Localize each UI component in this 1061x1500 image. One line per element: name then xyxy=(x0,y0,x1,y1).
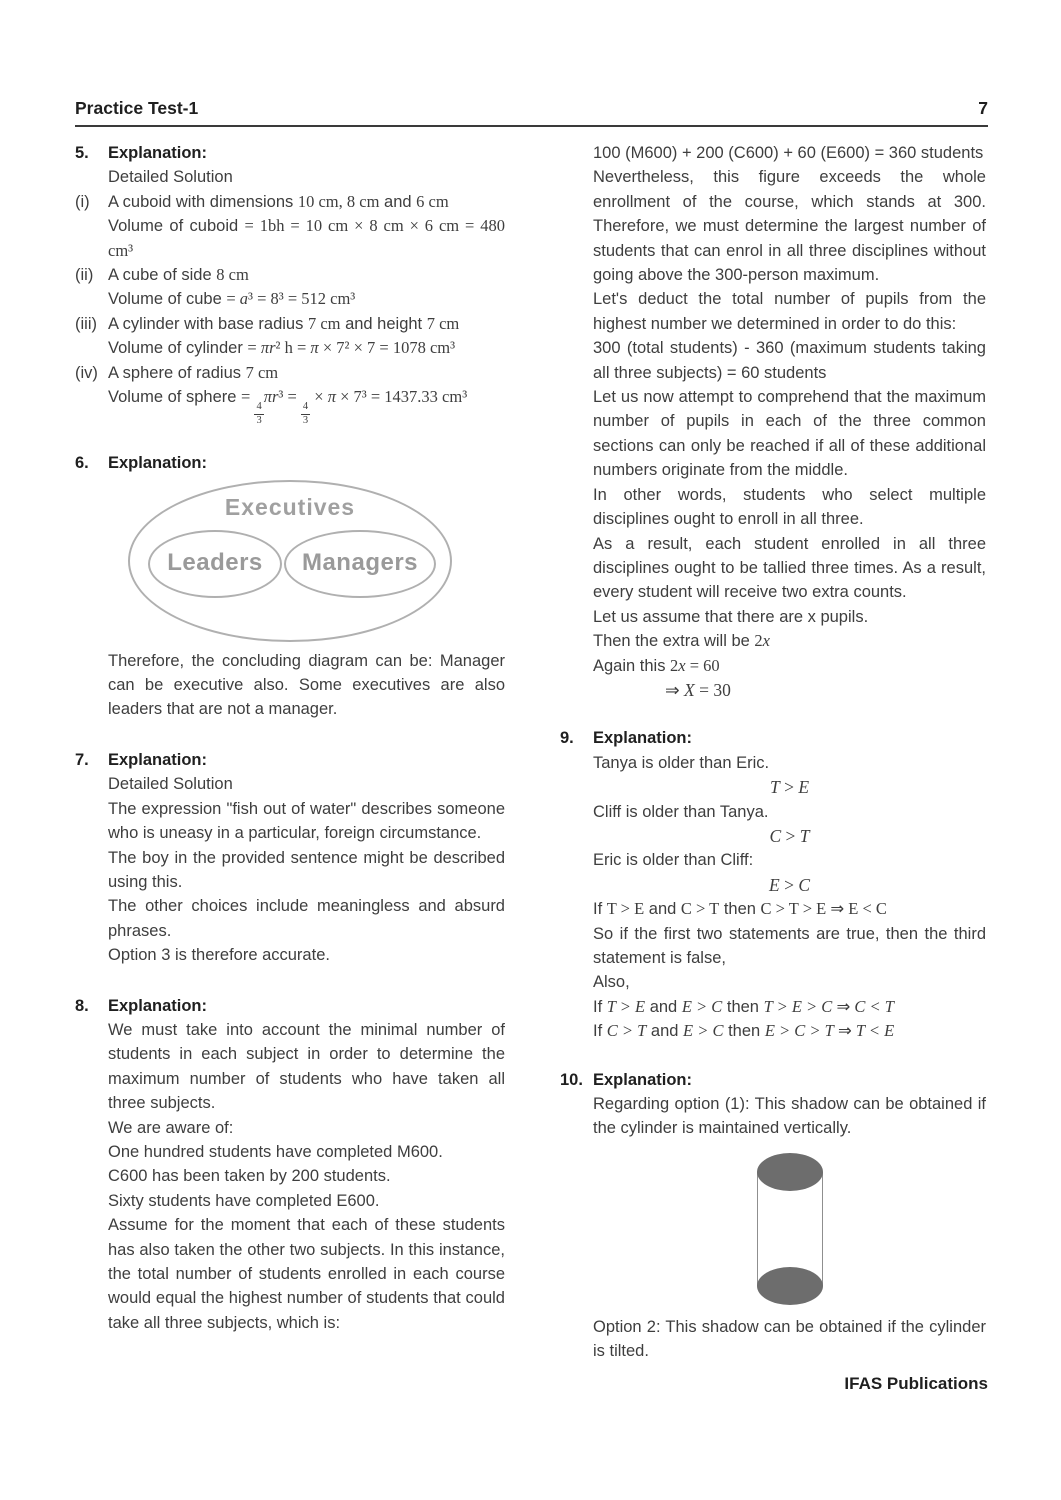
part-label: (iii) xyxy=(75,314,97,333)
math-line: E > C xyxy=(768,874,810,895)
solution-line: 100 (M600) + 200 (C600) + 60 (E600) = 360 students xyxy=(593,144,984,162)
cylinder-figure xyxy=(757,1153,823,1305)
formula-line: Volume of cube = a³ = 8³ = 512 cm³ xyxy=(108,289,356,309)
solution-line: Cliff is older than Tanya. xyxy=(593,802,769,821)
formula-line: Again this 2x = 60 xyxy=(593,655,720,675)
formula-line: If C > T and E > C then E > C > T ⇒ T < E xyxy=(593,1021,895,1041)
executives-label: Executives xyxy=(224,493,356,520)
solution-line: A sphere of radius 7 cm xyxy=(108,362,279,382)
solution-line: One hundred students have completed M600. xyxy=(108,1142,443,1161)
solution-line: A cylinder with base radius 7 cm and height 7 cm xyxy=(108,313,460,333)
item-number: 6. xyxy=(75,454,89,473)
solution-paragraph: Therefore, the concluding diagram can be: Manager can be executive also. Some executives are also leaders that are not a manager. xyxy=(108,651,505,719)
solution-paragraph: As a result, each student enrolled in all three disciplines ought to be tallied three times. As a result, every student will receive two extra counts. xyxy=(593,534,986,602)
solution-line: We are aware of: xyxy=(108,1118,234,1137)
page-header xyxy=(75,96,988,127)
formula-line: Volume of cuboid = 1bh = 10 cm × 8 cm × 6 cm = 480 cm³ xyxy=(108,216,505,260)
solution-paragraph: The boy in the provided sentence might be described using this. xyxy=(108,848,505,891)
solution-line: Detailed Solution xyxy=(108,168,233,187)
solution-line: C600 has been taken by 200 students. xyxy=(108,1167,391,1186)
section-8-continued xyxy=(560,141,986,702)
formula-line: Volume of cylinder = πr² h = π × 7² × 7 = 1078 cm³ xyxy=(108,338,456,358)
solution-line: A cuboid with dimensions 10 cm, 8 cm and 6 cm xyxy=(108,191,449,211)
formula-line: ⇒ X = 30 xyxy=(665,679,731,700)
item-number: 10. xyxy=(560,1070,583,1089)
section-heading: Explanation: xyxy=(108,144,208,162)
section-heading: Explanation: xyxy=(108,454,208,473)
solution-paragraph: The other choices include meaningless and absurd phrases. xyxy=(108,897,505,940)
formula-line: If T > E and E > C then T > E > C ⇒ C < T xyxy=(593,996,894,1016)
item-number: 5. xyxy=(75,144,89,162)
section-heading: Explanation: xyxy=(593,1070,693,1089)
publisher-name: IFAS Publications xyxy=(844,1374,988,1393)
item-number: 9. xyxy=(560,729,574,748)
solution-paragraph: Regarding option (1): This shadow can be obtained if the cylinder is maintained vertically. xyxy=(593,1095,986,1138)
math-line: T > E xyxy=(769,777,810,798)
solution-line: Let us assume that there are x pupils. xyxy=(593,607,869,626)
part-label: (iv) xyxy=(75,363,98,382)
solution-line: Also, xyxy=(593,973,630,992)
cylinder-bottom-face xyxy=(757,1267,823,1305)
section-8 xyxy=(75,994,505,1336)
solution-paragraph: Let's deduct the total number of pupils from the highest number we determined in order to do this: xyxy=(593,290,986,333)
leaders-label: Leaders xyxy=(167,549,263,577)
solution-paragraph: So if the first two statements are true, then the third statement is false, xyxy=(593,924,986,967)
formula-line: Then the extra will be 2x xyxy=(593,631,770,651)
page-title: Practice Test-1 xyxy=(75,98,199,118)
solution-paragraph: Option 2: This shadow can be obtained if the cylinder is tilted. xyxy=(593,1317,986,1361)
solution-paragraph: Let us now attempt to comprehend that the maximum number of pupils in each of the three common sections can only be reached if all of these additional numbers originate from the middle. xyxy=(593,388,986,480)
part-label: (ii) xyxy=(75,266,94,285)
math-line: C > T xyxy=(769,825,810,846)
section-7 xyxy=(75,748,505,968)
section-heading: Explanation: xyxy=(593,729,693,748)
column-left xyxy=(75,141,505,1356)
managers-ellipse xyxy=(284,530,436,598)
solution-line: A cube of side 8 cm xyxy=(108,265,249,285)
section-5 xyxy=(75,141,505,427)
solution-paragraph: Assume for the moment that each of these students has also taken the other two subjects. In this instance, the total number of students enrolled in each course would equal the highest number of students that could take all three subjects, which is: xyxy=(108,1216,505,1332)
solution-line: Tanya is older than Eric. xyxy=(593,753,770,772)
item-number: 8. xyxy=(75,996,89,1015)
section-9 xyxy=(560,726,986,1043)
page-number: 7 xyxy=(978,98,988,118)
solution-paragraph: Nevertheless, this figure exceeds the whole enrollment of the course, which stands at 300. Therefore, we must determine the largest number of students that can enrol in all three disciplines without going above the 300-person maximum. xyxy=(593,168,986,285)
venn-diagram xyxy=(128,480,452,642)
solution-paragraph: In other words, students who select multiple disciplines ought to enroll in all three. xyxy=(593,485,986,529)
column-right xyxy=(560,141,986,1385)
solution-paragraph: 300 (total students) - 360 (maximum students taking all three subjects) = 60 students xyxy=(593,339,986,382)
solution-paragraph: We must take into account the minimal number of students in each subject in order to determine the maximum number of students who have taken all three subjects. xyxy=(108,1020,505,1113)
page-footer xyxy=(844,1372,988,1396)
solution-paragraph: The expression "fish out of water" describes someone who is uneasy in a particular, foreign circumstance. xyxy=(108,799,505,843)
solution-line: Sixty students have completed E600. xyxy=(108,1191,380,1210)
leaders-ellipse xyxy=(148,530,282,598)
solution-line: Option 3 is therefore accurate. xyxy=(108,946,330,965)
section-heading: Explanation: xyxy=(108,996,208,1015)
section-6 xyxy=(75,451,505,722)
solution-line: Eric is older than Cliff: xyxy=(593,851,754,870)
cylinder-top-face xyxy=(757,1153,823,1191)
formula-line: If T > E and C > T then C > T > E ⇒ E < C xyxy=(593,899,887,919)
formula-line: Volume of sphere = $\frac{4}{3}$ πr³ = $\frac{4}{3}$ × π × 7³ = 1437.33 cm³ xyxy=(108,387,468,426)
section-heading: Explanation: xyxy=(108,750,208,769)
item-number: 7. xyxy=(75,750,89,769)
solution-line: Detailed Solution xyxy=(108,775,233,794)
section-10 xyxy=(560,1068,986,1364)
part-label: (i) xyxy=(75,192,90,211)
managers-label: Managers xyxy=(301,549,419,577)
